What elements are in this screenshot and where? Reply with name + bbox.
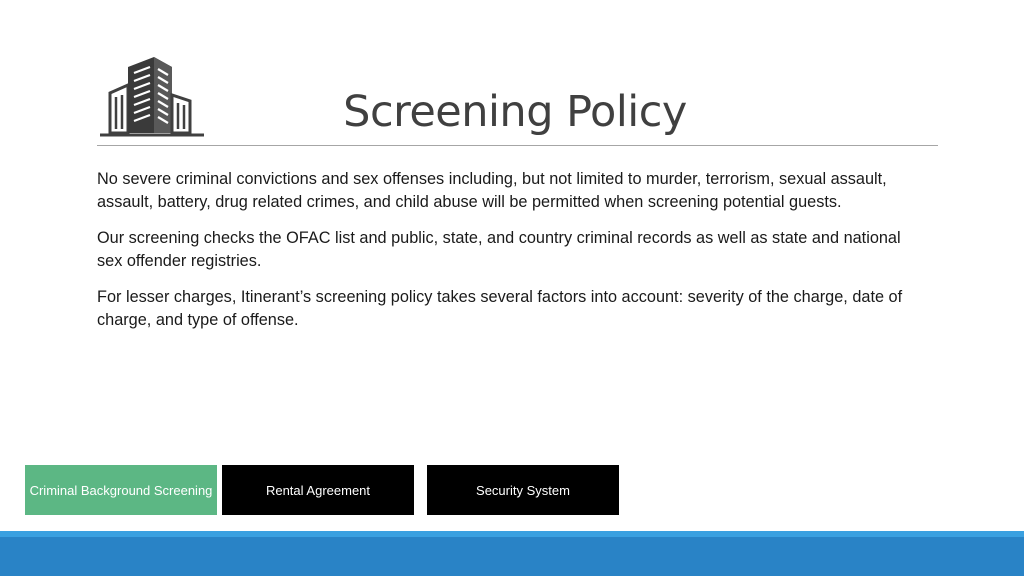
policy-paragraph-3: For lesser charges, Itinerant’s screening policy takes several factors into account: severity of the charge, date of charge, and type of offense.	[97, 288, 903, 329]
footer-bar	[0, 537, 1024, 576]
policy-paragraph-1: No severe criminal convictions and sex offenses including, but not limited to murder, terrorism, sexual assault, assault, battery, drug related crimes, and child abuse will be permitted when screening potential guests.	[97, 170, 887, 211]
security-system-label: Security System	[476, 482, 570, 498]
security-system-button[interactable]	[427, 465, 619, 515]
building-icon	[98, 55, 206, 139]
page-title: Screening Policy	[343, 87, 687, 137]
criminal-background-screening-button[interactable]	[25, 465, 217, 515]
policy-paragraph-2: Our screening checks the OFAC list and public, state, and country criminal records as well as state and national sex offender registries.	[97, 229, 901, 270]
rental-agreement-button[interactable]	[222, 465, 414, 515]
rental-agreement-label: Rental Agreement	[265, 482, 371, 498]
policy-text	[97, 168, 927, 345]
criminal-background-screening-label: Criminal Background Screening	[29, 482, 213, 498]
title-divider	[97, 145, 938, 146]
